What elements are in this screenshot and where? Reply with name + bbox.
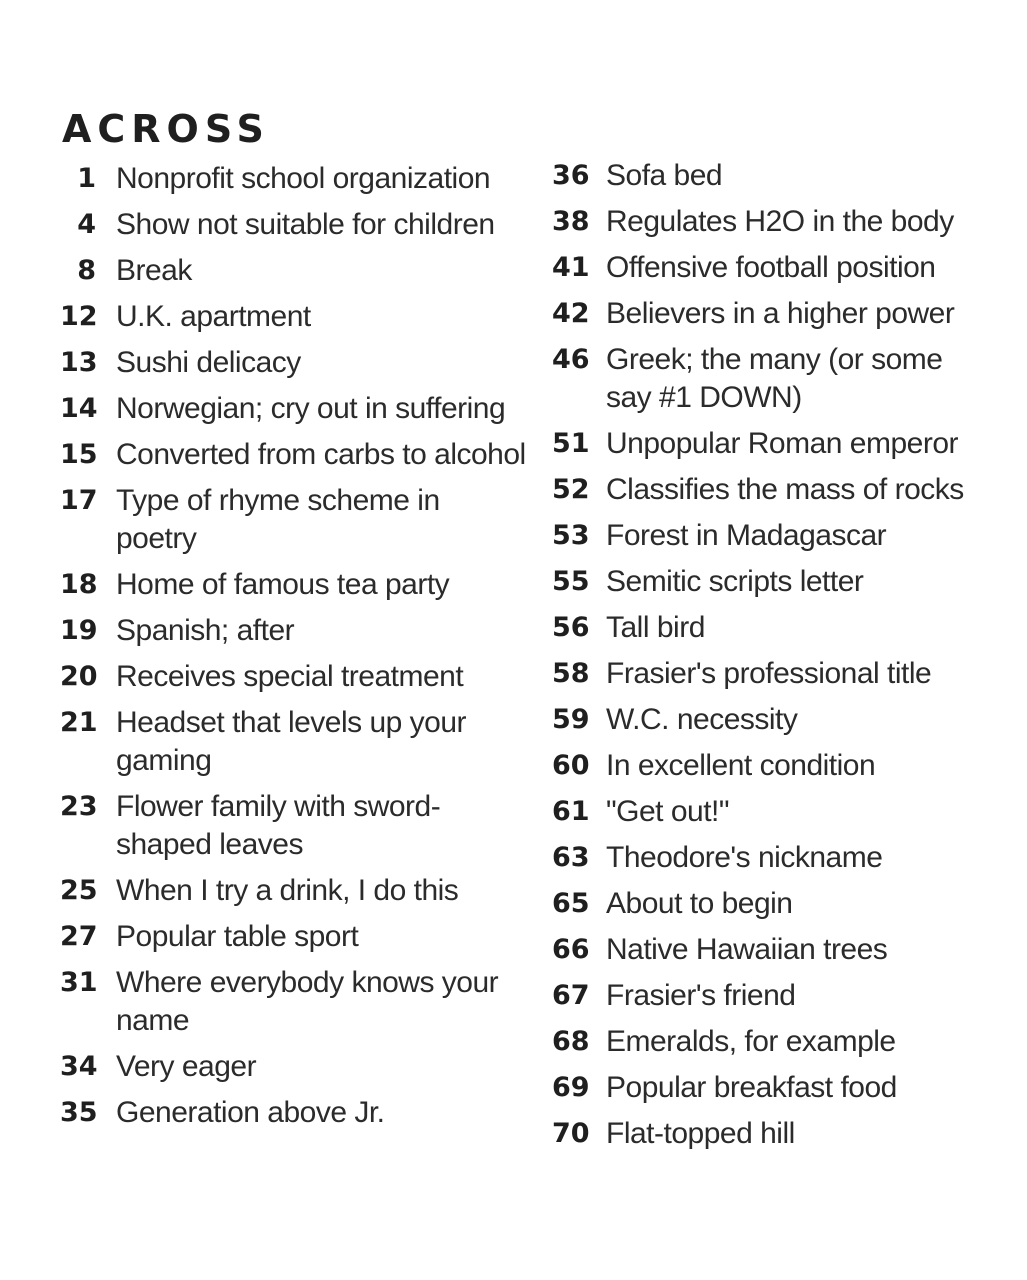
clue-number: 46 [552, 344, 590, 375]
clue-item [60, 482, 530, 558]
clue-text: Believers in a higher power [606, 297, 955, 330]
clue-text: U.K. apartment [116, 300, 311, 333]
clue-number: 31 [60, 967, 98, 998]
clue-text: Frasier's friend [606, 979, 796, 1012]
clue-number: 1 [77, 163, 96, 194]
clue-number: 8 [77, 255, 96, 286]
clue-number: 53 [552, 520, 590, 551]
clue-item [552, 747, 1002, 785]
clue-item [60, 436, 530, 474]
clue-item [552, 1115, 1002, 1153]
clue-text: When I try a drink, I do this [116, 874, 459, 907]
clue-number: 17 [60, 485, 98, 516]
clue-item [552, 341, 1002, 417]
clue-item [552, 931, 1002, 969]
clue-text: Regulates H2O in the body [606, 205, 954, 238]
clue-text: Greek; the many (or some say #1 DOWN) [606, 343, 943, 414]
clue-number: 12 [60, 301, 98, 332]
clue-text: About to begin [606, 887, 793, 920]
clue-item [552, 655, 1002, 693]
clue-text: Home of famous tea party [116, 568, 450, 601]
clue-number: 38 [552, 206, 590, 237]
clue-number: 34 [60, 1051, 98, 1082]
clue-number: 35 [60, 1097, 98, 1128]
clue-item [60, 918, 530, 956]
clue-item [552, 977, 1002, 1015]
clue-item [60, 612, 530, 650]
clue-text: Emeralds, for example [606, 1025, 896, 1058]
clue-item [552, 885, 1002, 923]
clue-number: 65 [552, 888, 590, 919]
clue-item [552, 249, 1002, 287]
clue-text: Converted from carbs to alcohol [116, 438, 526, 471]
clue-text: Sushi delicacy [116, 346, 301, 379]
clue-number: 61 [552, 796, 590, 827]
clue-item [552, 517, 1002, 555]
clue-number: 4 [77, 209, 96, 240]
clue-number: 66 [552, 934, 590, 965]
clue-number: 41 [552, 252, 590, 283]
clue-number: 63 [552, 842, 590, 873]
clue-text: Norwegian; cry out in suffering [116, 392, 506, 425]
clue-text: Semitic scripts letter [606, 565, 864, 598]
clue-number: 52 [552, 474, 590, 505]
clue-text: In excellent condition [606, 749, 876, 782]
clue-number: 59 [552, 704, 590, 735]
clue-item [552, 157, 1002, 195]
clue-item [552, 839, 1002, 877]
clue-text: Sofa bed [606, 159, 723, 192]
clue-item [60, 206, 530, 244]
clue-text: Generation above Jr. [116, 1096, 385, 1129]
clue-text: Flower family with sword-shaped leaves [116, 790, 441, 861]
clue-text: Flat-topped hill [606, 1117, 795, 1150]
clue-number: 21 [60, 707, 98, 738]
clue-text: Offensive football position [606, 251, 936, 284]
clue-text: Spanish; after [116, 614, 295, 647]
clue-text: Tall bird [606, 611, 705, 644]
clue-item [60, 252, 530, 290]
clue-item [552, 563, 1002, 601]
clue-item [60, 788, 530, 864]
clue-item [60, 872, 530, 910]
clue-number: 25 [60, 875, 98, 906]
clue-number: 60 [552, 750, 590, 781]
clue-item [552, 609, 1002, 647]
clue-text: Forest in Madagascar [606, 519, 887, 552]
clue-number: 51 [552, 428, 590, 459]
clue-text: W.C. necessity [606, 703, 798, 736]
clue-number: 19 [60, 615, 98, 646]
clue-text: Receives special treatment [116, 660, 464, 693]
clue-item [552, 295, 1002, 333]
clue-item [60, 1048, 530, 1086]
clue-number: 20 [60, 661, 98, 692]
clue-text: Show not suitable for children [116, 208, 495, 241]
clue-number: 15 [60, 439, 98, 470]
across-clues-right-column [552, 157, 1002, 1161]
clue-number: 36 [552, 160, 590, 191]
clue-number: 23 [60, 791, 98, 822]
clue-text: Popular breakfast food [606, 1071, 897, 1104]
clue-text: Theodore's nickname [606, 841, 883, 874]
clue-item [60, 704, 530, 780]
clue-number: 58 [552, 658, 590, 689]
clue-item [60, 1094, 530, 1132]
clue-item [60, 964, 530, 1040]
clue-text: Unpopular Roman emperor [606, 427, 959, 460]
clue-item [552, 203, 1002, 241]
clue-item [60, 390, 530, 428]
clue-item [552, 701, 1002, 739]
clue-item [60, 566, 530, 604]
clue-item [60, 298, 530, 336]
clue-number: 69 [552, 1072, 590, 1103]
clue-number: 14 [60, 393, 98, 424]
clue-text: Headset that levels up your gaming [116, 706, 467, 777]
across-heading: ACROSS [62, 107, 270, 151]
clue-text: Native Hawaiian trees [606, 933, 888, 966]
clue-item [60, 658, 530, 696]
clue-item [60, 160, 530, 198]
clue-number: 27 [60, 921, 98, 952]
clue-item [552, 471, 1002, 509]
clue-text: Type of rhyme scheme in poetry [116, 484, 440, 555]
clue-text: Very eager [116, 1050, 257, 1083]
clue-item [60, 344, 530, 382]
clue-number: 70 [552, 1118, 590, 1149]
clue-number: 42 [552, 298, 590, 329]
clue-number: 18 [60, 569, 98, 600]
clue-text: Frasier's professional title [606, 657, 932, 690]
clue-item [552, 1023, 1002, 1061]
clue-text: Popular table sport [116, 920, 359, 953]
clue-number: 68 [552, 1026, 590, 1057]
clue-text: Break [116, 254, 192, 287]
clue-number: 67 [552, 980, 590, 1011]
clue-item [552, 425, 1002, 463]
clue-text: Classifies the mass of rocks [606, 473, 964, 506]
clue-text: "Get out!" [606, 795, 730, 828]
clue-number: 55 [552, 566, 590, 597]
across-clues-left-column [60, 160, 530, 1140]
clue-text: Where everybody knows your name [116, 966, 499, 1037]
clue-item [552, 1069, 1002, 1107]
clue-number: 56 [552, 612, 590, 643]
clue-text: Nonprofit school organization [116, 162, 491, 195]
clue-item [552, 793, 1002, 831]
clue-number: 13 [60, 347, 98, 378]
